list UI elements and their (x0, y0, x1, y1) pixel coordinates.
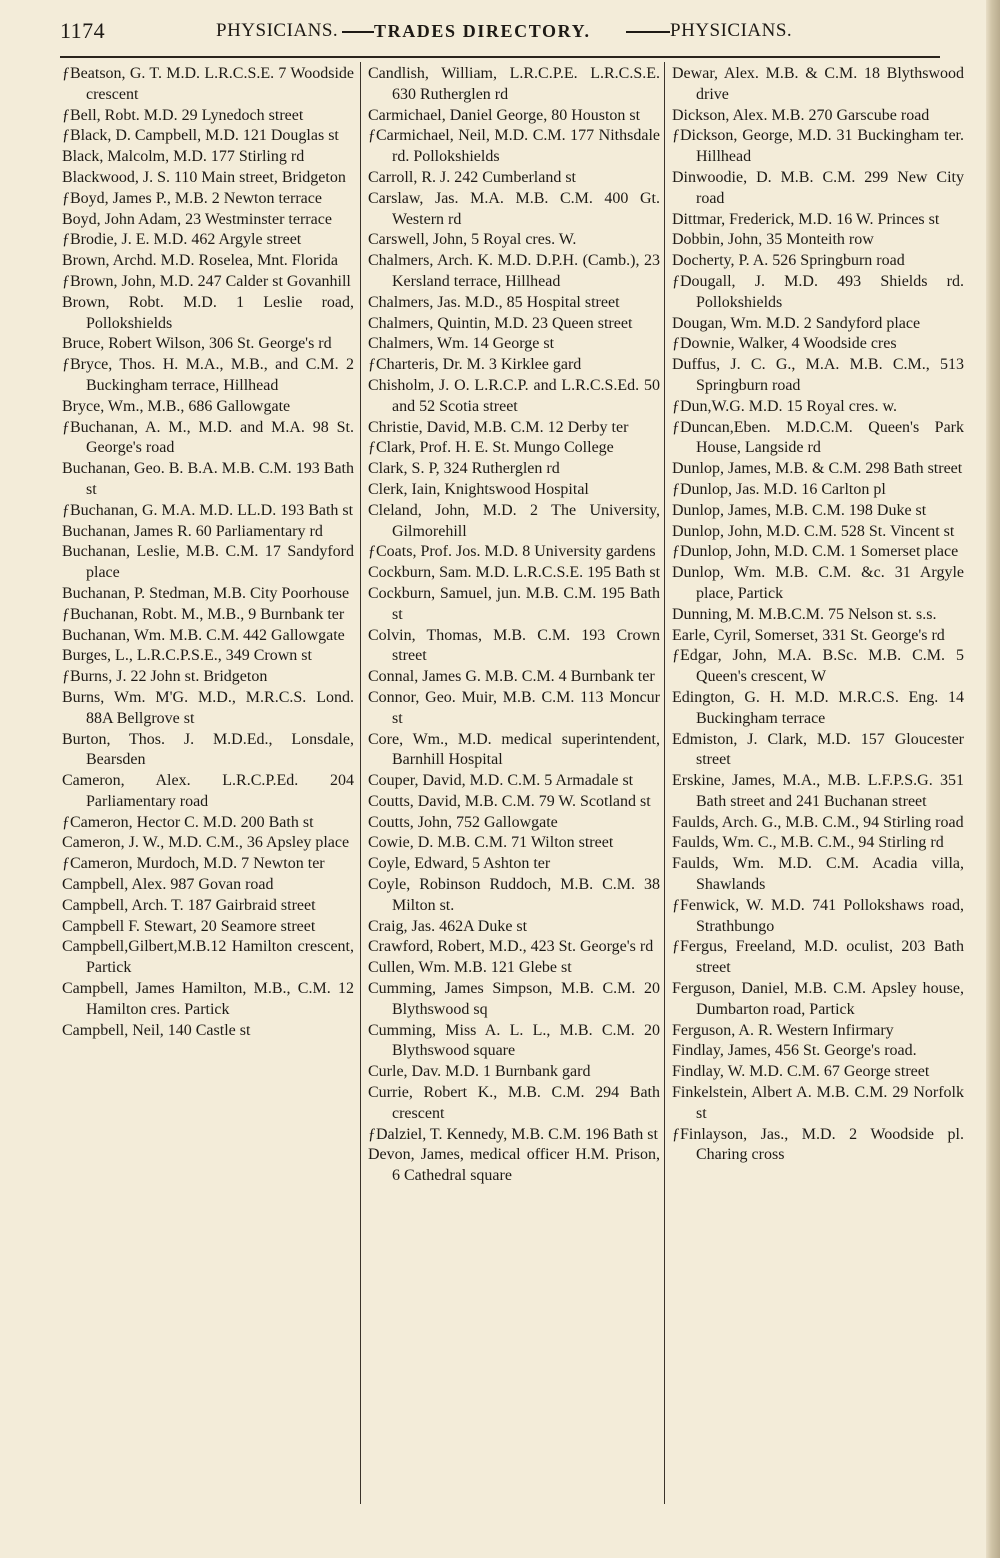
directory-entry: Buchanan, Wm. M.B. C.M. 442 Gallowgate (62, 626, 345, 644)
directory-entry: Blackwood, J. S. 110 Main street, Bridgeton (62, 168, 346, 186)
page-edge (986, 0, 1000, 1558)
directory-entry: ƒDunlop, Jas. M.D. 16 Carlton pl (672, 480, 886, 498)
directory-entry: Findlay, James, 456 St. George's road. (672, 1042, 917, 1060)
directory-entry: ƒFenwick, W. M.D. 741 Pollokshaws road, Strathbungo (672, 896, 964, 935)
directory-entry: Buchanan, Geo. B. B.A. M.B. C.M. 193 Bath st (62, 460, 354, 498)
directory-entry: Cowie, D. M.B. C.M. 71 Wilton street (368, 834, 614, 852)
column-divider-2 (664, 62, 665, 1504)
directory-entry: Couper, David, M.D. C.M. 5 Armadale st (368, 772, 634, 790)
directory-entry: Chalmers, Quintin, M.D. 23 Queen street (368, 314, 633, 332)
directory-entry: Coyle, Robinson Ruddoch, M.B. C.M. 38 Milton st. (368, 876, 660, 914)
directory-entry: Brown, Archd. M.D. Roselea, Mnt. Florida (62, 252, 338, 270)
directory-entry: ƒDun,W.G. M.D. 15 Royal cres. w. (672, 397, 898, 415)
directory-entry: Campbell, Arch. T. 187 Gairbraid street (62, 896, 316, 914)
page-number: 1174 (60, 18, 106, 43)
directory-entry: Carmichael, Daniel George, 80 Houston st (368, 106, 641, 124)
header-title: TRADES DIRECTORY. (374, 21, 591, 41)
directory-entry: Dickson, Alex. M.B. 270 Garscube road (672, 106, 930, 124)
directory-entry: Curle, Dav. M.D. 1 Burnbank gard (368, 1063, 591, 1081)
directory-entry: Dewar, Alex. M.B. & C.M. 18 Blythswood drive (672, 65, 964, 103)
directory-entry: ƒDunlop, John, M.D. C.M. 1 Somerset place (672, 543, 959, 561)
directory-entry: ƒDalziel, T. Kennedy, M.B. C.M. 196 Bath st (368, 1125, 658, 1143)
directory-entry: Ferguson, A. R. Western Infirmary (672, 1021, 894, 1039)
directory-entry: Faulds, Wm. C., M.B. C.M., 94 Stirling rd (672, 834, 944, 852)
directory-entry: Chisholm, J. O. L.R.C.P. and L.R.C.S.Ed. 50 and 52 Scotia street (368, 376, 660, 415)
directory-entry: ƒCharteris, Dr. M. 3 Kirklee gard (368, 356, 582, 374)
directory-entry: Chalmers, Jas. M.D., 85 Hospital street (368, 293, 620, 311)
directory-entry: Currie, Robert K., M.B. C.M. 294 Bath crescent (368, 1084, 660, 1122)
directory-entry: Duffus, J. C. G., M.A. M.B. C.M., 513 Springburn road (672, 356, 964, 394)
directory-entry: Clark, S. P, 324 Rutherglen rd (368, 460, 560, 478)
header-dash-left (342, 31, 374, 33)
directory-entry: ƒBrodie, J. E. M.D. 462 Argyle street (62, 231, 302, 249)
header-dash-right (626, 31, 670, 33)
directory-entry: Campbell F. Stewart, 20 Seamore street (62, 917, 316, 935)
directory-entry: ƒBell, Robt. M.D. 29 Lynedoch street (62, 106, 304, 124)
directory-entry: Carslaw, Jas. M.A. M.B. C.M. 400 Gt. Western rd (368, 189, 660, 228)
directory-entry: ƒCameron, Hector C. M.D. 200 Bath st (62, 813, 314, 831)
directory-entry: Connal, James G. M.B. C.M. 4 Burnbank ter (368, 668, 655, 686)
directory-entry: Connor, Geo. Muir, M.B. C.M. 113 Moncur st (368, 688, 660, 727)
directory-entry: ƒCameron, Murdoch, M.D. 7 Newton ter (62, 855, 325, 873)
directory-entry: ƒDuncan,Eben. M.D.C.M. Queen's Park House, Langside rd (672, 418, 964, 457)
directory-entry: Colvin, Thomas, M.B. C.M. 193 Crown street (368, 626, 660, 665)
directory-entry: Dinwoodie, D. M.B. C.M. 299 New City road (672, 168, 964, 207)
directory-entry: ƒClark, Prof. H. E. St. Mungo College (368, 439, 614, 457)
directory-entry: Coutts, John, 752 Gallowgate (368, 813, 558, 831)
directory-entry: Core, Wm., M.D. medical superintendent, Barnhill Hospital (368, 730, 660, 769)
directory-entry: ƒBurns, J. 22 John st. Bridgeton (62, 668, 268, 686)
directory-entry: Faulds, Arch. G., M.B. C.M., 94 Stirling road (672, 813, 964, 831)
directory-entry: ƒBrown, John, M.D. 247 Calder st Govanhill (62, 272, 351, 290)
header-rule (60, 56, 940, 58)
directory-entry: ƒBlack, D. Campbell, M.D. 121 Douglas st (62, 127, 339, 145)
directory-entry: Dunlop, James, M.B. & C.M. 298 Bath street (672, 460, 963, 478)
directory-entry: ƒBryce, Thos. H. M.A., M.B., and C.M. 2 Buckingham terrace, Hillhead (62, 356, 354, 394)
column-2 (368, 64, 660, 1187)
directory-entry: Brown, Robt. M.D. 1 Leslie road, Pollokshields (62, 293, 354, 332)
directory-entry: Coyle, Edward, 5 Ashton ter (368, 855, 551, 873)
directory-entry: ƒBuchanan, Robt. M., M.B., 9 Burnbank ter (62, 605, 345, 623)
directory-entry: Buchanan, Leslie, M.B. C.M. 17 Sandyford place (62, 543, 354, 582)
directory-entry: Findlay, W. M.D. C.M. 67 George street (672, 1063, 930, 1081)
directory-entry: Cockburn, Sam. M.D. L.R.C.S.E. 195 Bath st (368, 564, 661, 582)
directory-entry: Edmiston, J. Clark, M.D. 157 Gloucester street (672, 730, 964, 769)
page-header (60, 18, 940, 54)
directory-entry: Craig, Jas. 462A Duke st (368, 917, 528, 935)
directory-entry: Dunning, M. M.B.C.M. 75 Nelson st. s.s. (672, 605, 937, 623)
directory-entry: Burges, L., L.R.C.P.S.E., 349 Crown st (62, 647, 312, 665)
column-1 (62, 64, 354, 1041)
directory-entry: Cameron, J. W., M.D. C.M., 36 Apsley place (62, 834, 350, 852)
directory-entry: ƒCarmichael, Neil, M.D. C.M. 177 Nithsdale rd. Pollokshields (368, 127, 660, 166)
directory-entry: Coutts, David, M.B. C.M. 79 W. Scotland st (368, 792, 651, 810)
directory-entry: ƒFergus, Freeland, M.D. oculist, 203 Bath street (672, 938, 964, 977)
directory-entry: Black, Malcolm, M.D. 177 Stirling rd (62, 148, 305, 166)
directory-entry: ƒDownie, Walker, 4 Woodside cres (672, 335, 897, 353)
directory-entry: Chalmers, Arch. K. M.D. D.P.H. (Camb.), 23 Kersland terrace, Hillhead (368, 252, 660, 290)
directory-entry: Dunlop, John, M.D. C.M. 528 St. Vincent st (672, 522, 955, 540)
directory-entry: Dunlop, Wm. M.B. C.M. &c. 31 Argyle place, Partick (672, 564, 964, 602)
column-divider-1 (360, 62, 361, 1504)
directory-entry: Bryce, Wm., M.B., 686 Gallowgate (62, 397, 291, 415)
directory-entry: Burns, Wm. M'G. M.D., M.R.C.S. Lond. 88A Bellgrove st (62, 688, 354, 727)
directory-entry: Docherty, P. A. 526 Springburn road (672, 252, 905, 270)
column-3 (672, 64, 964, 1166)
directory-entry: Carroll, R. J. 242 Cumberland st (368, 168, 576, 186)
directory-entry: Cameron, Alex. L.R.C.P.Ed. 204 Parliamentary road (62, 772, 354, 810)
directory-entry: Dunlop, James, M.B. C.M. 198 Duke st (672, 501, 927, 519)
directory-entry: Christie, David, M.B. C.M. 12 Derby ter (368, 418, 629, 436)
directory-entry: Cockburn, Samuel, jun. M.B. C.M. 195 Bath st (368, 584, 660, 623)
directory-entry: ƒCoats, Prof. Jos. M.D. 8 University gardens (368, 543, 656, 561)
directory-entry: Campbell,Gilbert,M.B.12 Hamilton crescent, Partick (62, 938, 354, 977)
directory-entry: Finkelstein, Albert A. M.B. C.M. 29 Norfolk st (672, 1084, 964, 1122)
directory-entry: Campbell, Neil, 140 Castle st (62, 1021, 251, 1039)
directory-entry: Chalmers, Wm. 14 George st (368, 335, 555, 353)
directory-entry: ƒBuchanan, A. M., M.D. and M.A. 98 St. George's road (62, 418, 354, 457)
directory-entry: Dittmar, Frederick, M.D. 16 W. Princes st (672, 210, 940, 228)
directory-entry: Burton, Thos. J. M.D.Ed., Lonsdale, Bearsden (62, 730, 354, 769)
directory-entry: Dobbin, John, 35 Monteith row (672, 231, 874, 249)
directory-entry: Devon, James, medical officer H.M. Prison, 6 Cathedral square (368, 1146, 660, 1185)
directory-entry: Buchanan, P. Stedman, M.B. City Poorhouse (62, 584, 350, 602)
directory-entry: Dougan, Wm. M.D. 2 Sandyford place (672, 314, 921, 332)
directory-entry: Ferguson, Daniel, M.B. C.M. Apsley house, Dumbarton road, Partick (672, 980, 964, 1018)
directory-entry: Erskine, James, M.A., M.B. L.F.P.S.G. 351 Bath street and 241 Buchanan street (672, 772, 964, 810)
directory-entry: Faulds, Wm. M.D. C.M. Acadia villa, Shawlands (672, 855, 964, 894)
directory-entry: ƒBeatson, G. T. M.D. L.R.C.S.E. 7 Woodside crescent (62, 65, 354, 103)
directory-entry: ƒDougall, J. M.D. 493 Shields rd. Pollokshields (672, 272, 964, 311)
directory-entry: Boyd, John Adam, 23 Westminster terrace (62, 210, 332, 228)
directory-entry: Edington, G. H. M.D. M.R.C.S. Eng. 14 Buckingham terrace (672, 688, 964, 727)
directory-entry: ƒDickson, George, M.D. 31 Buckingham ter. Hillhead (672, 127, 964, 166)
directory-entry: Campbell, James Hamilton, M.B., C.M. 12 Hamilton cres. Partick (62, 980, 354, 1018)
directory-entry: Campbell, Alex. 987 Govan road (62, 876, 274, 894)
directory-entry: Cumming, James Simpson, M.B. C.M. 20 Blythswood sq (368, 980, 660, 1018)
directory-entry: Buchanan, James R. 60 Parliamentary rd (62, 522, 323, 540)
directory-entry: Cleland, John, M.D. 2 The University, Gilmorehill (368, 501, 660, 540)
directory-entry: Clerk, Iain, Knightswood Hospital (368, 480, 589, 498)
directory-entry: Carswell, John, 5 Royal cres. W. (368, 231, 577, 249)
directory-entry: ƒBuchanan, G. M.A. M.D. LL.D. 193 Bath st (62, 501, 354, 519)
directory-entry: ƒBoyd, James P., M.B. 2 Newton terrace (62, 189, 322, 207)
directory-entry: Candlish, William, L.R.C.P.E. L.R.C.S.E. 630 Rutherglen rd (368, 65, 660, 103)
directory-entry: Cumming, Miss A. L. L., M.B. C.M. 20 Blythswood square (368, 1021, 660, 1060)
directory-entry: Crawford, Robert, M.D., 423 St. George's rd (368, 938, 654, 956)
directory-entry: Bruce, Robert Wilson, 306 St. George's rd (62, 335, 332, 353)
header-left-heading: PHYSICIANS. (216, 20, 339, 41)
directory-entry: Earle, Cyril, Somerset, 331 St. George's rd (672, 626, 945, 644)
directory-entry: ƒFinlayson, Jas., M.D. 2 Woodside pl. Charing cross (672, 1125, 964, 1164)
directory-entry: ƒEdgar, John, M.A. B.Sc. M.B. C.M. 5 Queen's crescent, W (672, 647, 964, 686)
header-right-heading: PHYSICIANS. (670, 20, 793, 41)
directory-entry: Cullen, Wm. M.B. 121 Glebe st (368, 959, 572, 977)
